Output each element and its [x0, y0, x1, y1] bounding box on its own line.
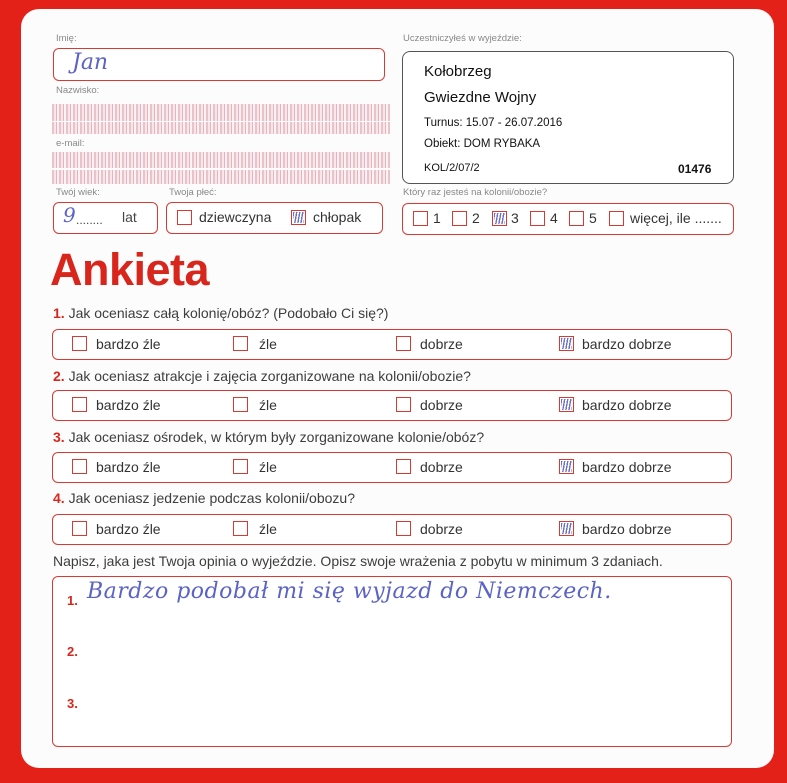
q4-option-very-good: bardzo dobrze: [582, 521, 672, 537]
visits-checkbox-3[interactable]: [492, 211, 507, 226]
q1-checkbox-very-bad[interactable]: [72, 336, 87, 351]
visits-option-3: 3: [511, 210, 519, 226]
question-3-number: 3.: [53, 429, 65, 445]
q2-option-good: dobrze: [420, 397, 463, 413]
opinion-line-3-number: 3.: [67, 696, 78, 711]
q4-checkbox-bad[interactable]: [233, 521, 248, 536]
trip-card: [402, 51, 734, 184]
q3-option-very-good: bardzo dobrze: [582, 459, 672, 475]
q2-checkbox-very-good[interactable]: [559, 397, 574, 412]
visits-option-more: więcej, ile .......: [630, 210, 722, 226]
question-1-text: Jak oceniasz całą kolonię/obóz? (Podobało Ci się?): [68, 305, 389, 321]
q3-checkbox-very-good[interactable]: [559, 459, 574, 474]
q4-option-very-bad: bardzo źle: [96, 521, 161, 537]
opinion-prompt: Napisz, jaka jest Twoja opinia o wyjeździe. Opisz swoje wrażenia z pobytu w minimum 3 zdaniach.: [53, 553, 663, 569]
age-field[interactable]: [53, 202, 158, 234]
q4-option-bad: źle: [259, 521, 277, 537]
q1-checkbox-good[interactable]: [396, 336, 411, 351]
page-title: Ankieta: [50, 244, 210, 295]
q2-option-very-bad: bardzo źle: [96, 397, 161, 413]
email-label: e-mail:: [56, 138, 85, 149]
q4-checkbox-good[interactable]: [396, 521, 411, 536]
question-4-number: 4.: [53, 490, 65, 506]
q1-checkbox-very-good[interactable]: [559, 336, 574, 351]
age-unit: lat: [122, 209, 137, 225]
name-value: Jan: [72, 50, 109, 75]
q3-option-bad: źle: [259, 459, 277, 475]
surname-redacted-2: [52, 122, 390, 134]
opinion-line-1-number: 1.: [67, 593, 78, 608]
visits-checkbox-5[interactable]: [569, 211, 584, 226]
question-4-options: [52, 514, 732, 545]
visits-option-1: 1: [433, 210, 441, 226]
q3-checkbox-good[interactable]: [396, 459, 411, 474]
trip-code: KOL/2/07/2: [424, 162, 480, 174]
gender-checkbox-girl[interactable]: [177, 210, 192, 225]
gender-checkbox-boy[interactable]: [291, 210, 306, 225]
name-label: Imię:: [56, 33, 77, 44]
visits-checkbox-1[interactable]: [413, 211, 428, 226]
gender-label: Twoja płeć:: [169, 187, 217, 198]
q2-checkbox-very-bad[interactable]: [72, 397, 87, 412]
email-redacted: [52, 152, 390, 168]
surname-redacted: [52, 104, 390, 121]
visits-checkbox-more[interactable]: [609, 211, 624, 226]
trip-number: 01476: [678, 162, 712, 176]
visits-label: Który raz jesteś na kolonii/obozie?: [403, 187, 548, 198]
question-3: [53, 429, 484, 445]
visits-option-5: 5: [589, 210, 597, 226]
q1-option-bad: źle: [259, 336, 277, 352]
visits-option-2: 2: [472, 210, 480, 226]
q4-option-good: dobrze: [420, 521, 463, 537]
q1-option-good: dobrze: [420, 336, 463, 352]
q1-option-very-good: bardzo dobrze: [582, 336, 672, 352]
gender-field: [166, 202, 383, 234]
q4-checkbox-very-bad[interactable]: [72, 521, 87, 536]
question-2-text: Jak oceniasz atrakcje i zajęcia zorganizowane na kolonii/obozie?: [68, 368, 471, 384]
gender-option-girl: dziewczyna: [199, 209, 272, 225]
q1-option-very-bad: bardzo źle: [96, 336, 161, 352]
question-1-number: 1.: [53, 305, 65, 321]
question-2: [53, 368, 471, 384]
visits-checkbox-2[interactable]: [452, 211, 467, 226]
trip-label: Uczestniczyłeś w wyjeździe:: [403, 33, 522, 44]
question-4-text: Jak oceniasz jedzenie podczas kolonii/obozu?: [68, 490, 355, 506]
trip-obiekt: Obiekt: DOM RYBAKA: [424, 138, 541, 150]
trip-program: Gwiezdne Wojny: [424, 89, 537, 106]
name-field[interactable]: [53, 48, 385, 81]
email-redacted-2: [52, 170, 390, 184]
gender-option-boy: chłopak: [313, 209, 362, 225]
question-2-options: [52, 390, 732, 421]
question-2-number: 2.: [53, 368, 65, 384]
q3-option-good: dobrze: [420, 459, 463, 475]
opinion-line-1-text: Bardzo podobał mi się wyjazd do Niemczech.: [87, 579, 612, 604]
opinion-line-2-number: 2.: [67, 644, 78, 659]
opinion-textarea[interactable]: [52, 576, 732, 747]
q2-checkbox-bad[interactable]: [233, 397, 248, 412]
age-dots: ........: [76, 213, 103, 227]
age-label: Twój wiek:: [56, 187, 100, 198]
question-1-options: [52, 329, 732, 360]
age-value: 9: [63, 203, 76, 227]
question-3-text: Jak oceniasz ośrodek, w którym były zorganizowane kolonie/obóz?: [68, 429, 485, 445]
q2-option-very-good: bardzo dobrze: [582, 397, 672, 413]
question-1: [53, 305, 388, 321]
visits-checkbox-4[interactable]: [530, 211, 545, 226]
q3-checkbox-very-bad[interactable]: [72, 459, 87, 474]
surname-label: Nazwisko:: [56, 85, 100, 96]
q3-option-very-bad: bardzo źle: [96, 459, 161, 475]
trip-city: Kołobrzeg: [424, 63, 492, 80]
visits-field: [402, 203, 734, 235]
visits-option-4: 4: [550, 210, 558, 226]
q2-option-bad: źle: [259, 397, 277, 413]
question-4: [53, 490, 355, 506]
q2-checkbox-good[interactable]: [396, 397, 411, 412]
q1-checkbox-bad[interactable]: [233, 336, 248, 351]
trip-turnus: Turnus: 15.07 - 26.07.2016: [424, 117, 563, 129]
q3-checkbox-bad[interactable]: [233, 459, 248, 474]
question-3-options: [52, 452, 732, 483]
q4-checkbox-very-good[interactable]: [559, 521, 574, 536]
